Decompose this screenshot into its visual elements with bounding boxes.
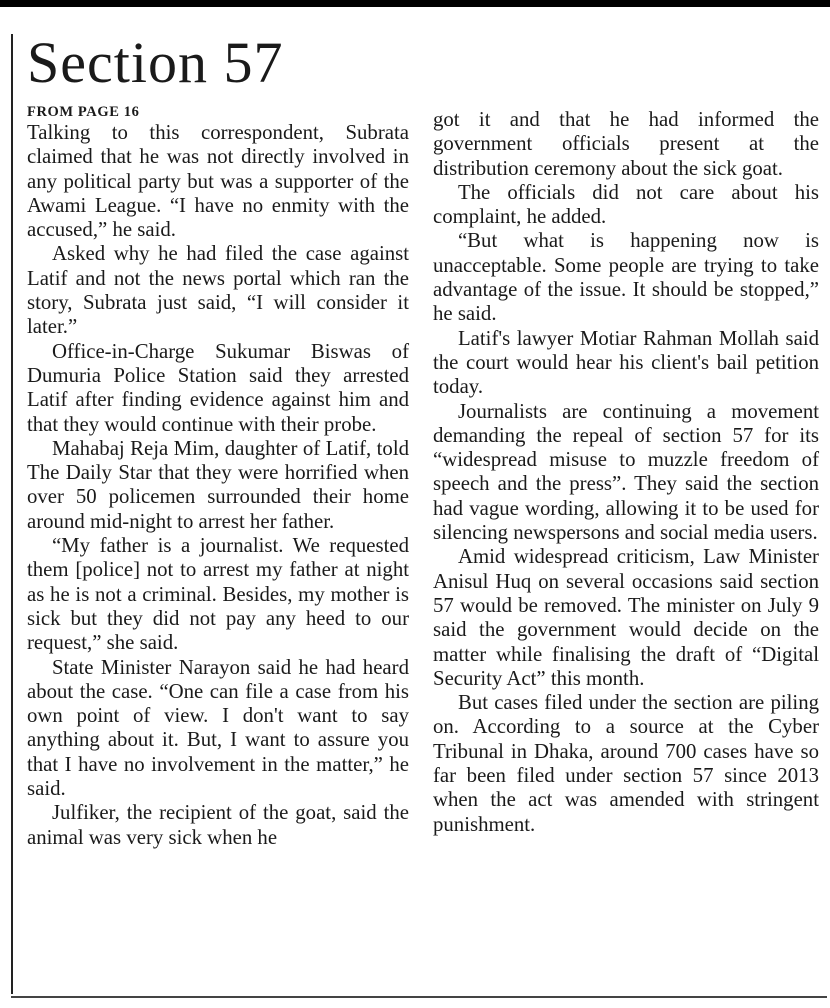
top-rule [0, 0, 830, 7]
paragraph: Journalists are continuing a movement demanding the repeal of section 57 for its “widespread misuse to muzzle freedom of speech and the press”. They said the section had vague wording, allowing it to be used for silencing newspersons and social media users. [433, 399, 819, 545]
bottom-rule [11, 996, 827, 998]
right-column [433, 108, 819, 837]
from-page-label: FROM PAGE 16 [27, 104, 140, 120]
paragraph: “My father is a journalist. We requested them [police] not to arrest my father at night as he is not a criminal. Besides, my mother is sick but they did not pay any heed to our request,” she said. [27, 534, 409, 655]
paragraph: Office-in-Charge Sukumar Biswas of Dumuria Police Station said they arrested Latif after finding evidence against him and that they would continue with their probe. [27, 339, 409, 436]
paragraph: “But what is happening now is unacceptable. Some people are trying to take advantage of the issue. It should be stopped,” he said. [433, 229, 819, 326]
paragraph: Julfiker, the recipient of the goat, said the animal was very sick when he [27, 801, 409, 849]
left-column [27, 105, 409, 850]
paragraph: got it and that he had informed the government officials present at the distribution ceremony about the sick goat. [433, 108, 819, 180]
paragraph: Talking to this correspondent, Subrata claimed that he was not directly involved in any political party but was a supporter of the Awami League. “I have no enmity with the accused,” he said. [27, 121, 409, 242]
paragraph: Asked why he had filed the case against Latif and not the news portal which ran the story, Subrata just said, “I will consider it later.” [27, 242, 409, 339]
paragraph: The officials did not care about his complaint, he added. [433, 180, 819, 229]
paragraph: But cases filed under the section are piling on. According to a source at the Cyber Tribunal in Dhaka, around 700 cases have so far been filed under section 57 since 2013 when the act was amended with stringent punishment. [433, 691, 819, 836]
left-column-rule [11, 34, 13, 994]
paragraph: Amid widespread criticism, Law Minister Anisul Huq on several occasions said section 57 would be removed. The minister on July 9 said the government would decide on the matter while finalising the draft of “Digital Security Act” this month. [433, 545, 819, 690]
paragraph: Latif's lawyer Motiar Rahman Mollah said the court would hear his client's bail petition today. [433, 326, 819, 399]
paragraph: State Minister Narayon said he had heard about the case. “One can file a case from his own point of view. I don't want to say anything about it. But, I want to assure you that I have no involvement in the matter,” he said. [27, 655, 409, 801]
paragraph: Mahabaj Reja Mim, daughter of Latif, told The Daily Star that they were horrified when over 50 policemen surrounded their home around mid-night to arrest her father. [27, 436, 409, 533]
headline: Section 57 [27, 30, 284, 95]
